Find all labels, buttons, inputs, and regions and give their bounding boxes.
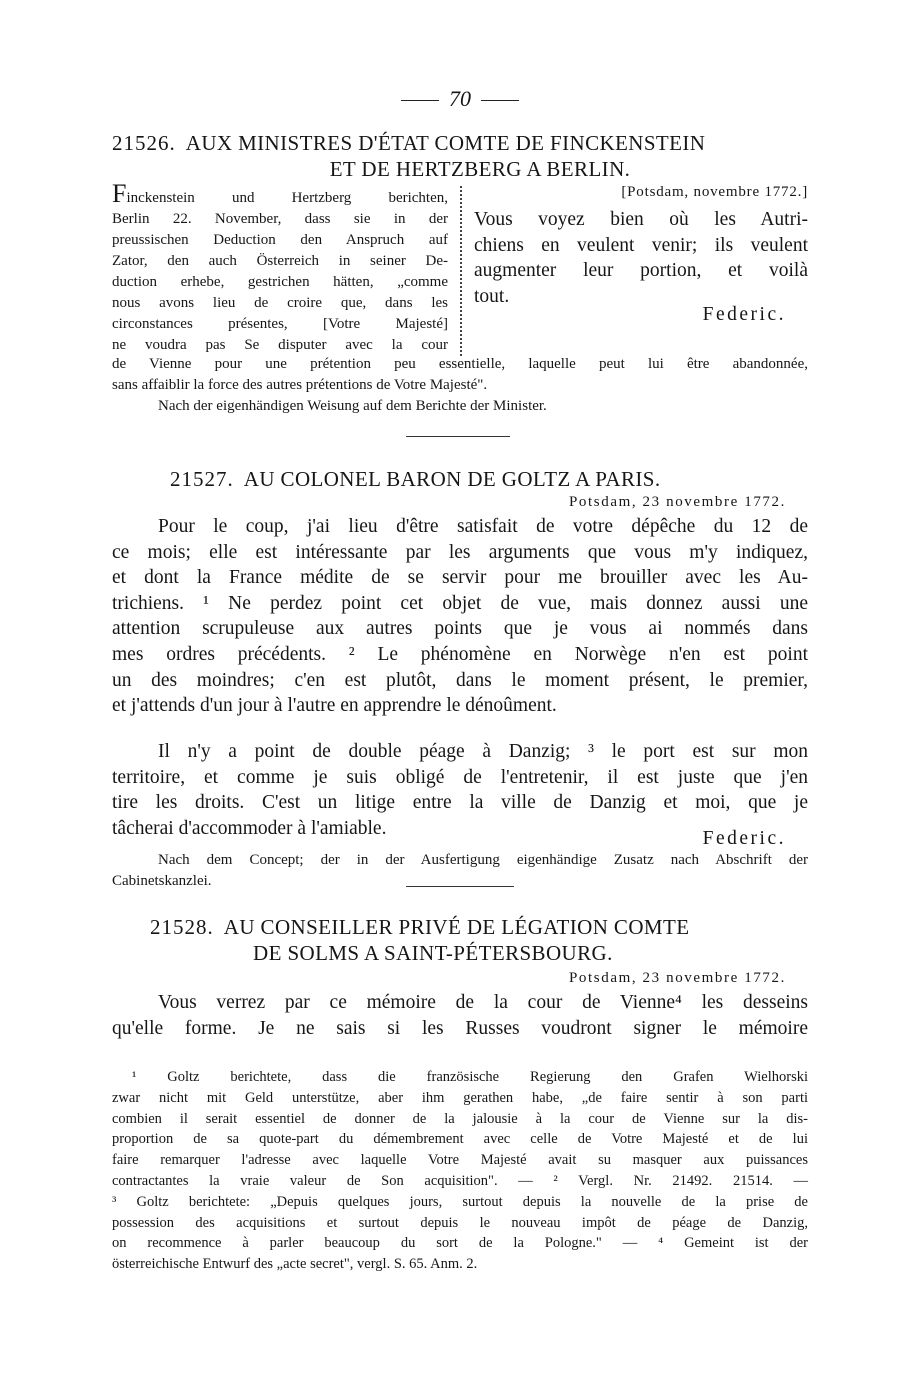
column-divider (460, 186, 462, 356)
source-note: Nach der eigenhändigen Weisung auf dem Berichte der Minister. (158, 398, 547, 414)
entry-number: 21527. (170, 467, 234, 491)
entry-21526-summary-continued (112, 354, 808, 417)
section-rule (406, 886, 514, 887)
paragraph-line: ce mois; elle est intéressante par les arguments que vous m'y indiquez, (112, 541, 808, 563)
footnote-line: proportion de sa quote-part du démembrement avec celle de Votre Majesté et de lui (112, 1131, 808, 1148)
footnote-line: zwar nicht mit Geld unterstütze, aber ihm gerathen habe, „de faire sentir à son parti (112, 1089, 808, 1106)
summary-line: nous avons lieu de croire que, dans les (112, 295, 448, 311)
entry-title-line-1: AUX MINISTRES D'ÉTAT COMTE DE FINCKENSTEIN (185, 131, 706, 155)
entry-number: 21526. (112, 131, 176, 155)
footnote-line: ¹ Goltz berichtete, dass die französische Regierung den Grafen Wielhorski (132, 1069, 808, 1085)
response-line: Vous voyez bien où les Autri- (474, 209, 808, 230)
paragraph-line: et j'attends d'un jour à l'autre en apprendre le dénoûment. (112, 695, 557, 717)
response-dateline: [Potsdam, novembre 1772.] (621, 184, 808, 200)
source-note-line: Cabinetskanzlei. (112, 873, 212, 889)
paragraph-line: et dont la France médite de se servir pour me brouiller avec les Au- (112, 567, 808, 589)
summary-line: ne voudra pas Se disputer avec la cour (112, 337, 448, 353)
response-line: augmenter leur portion, et voilà (474, 260, 808, 282)
summary-line: sans affaiblir la force des autres prétentions de Votre Majesté". (112, 377, 488, 393)
entry-heading-line (112, 130, 808, 156)
footnote-line: combien il serait essentiel de donner de la jalousie à la cour de Vienne sur la dis- (112, 1110, 808, 1127)
page-number-dash-right (481, 100, 519, 101)
response-line: tout. (474, 285, 510, 307)
entry-21527-paragraph-1 (112, 514, 808, 719)
entry-21526-heading (112, 130, 808, 182)
entry-heading-line (150, 914, 810, 940)
entry-title: AU COLONEL BARON DE GOLTZ A PARIS. (243, 467, 661, 491)
paragraph-line: Il n'y a point de double péage à Danzig; ³ le port est sur mon (158, 741, 808, 762)
footnote-line: contractantes la vraie valeur de Son acquisition". — ² Vergl. Nr. 21492. 21514. — (112, 1172, 808, 1189)
entry-21528-heading (150, 914, 810, 966)
summary-line: duction erhebe, gestrichen hätten, „comme (112, 274, 448, 290)
entry-title-line-1: AU CONSEILLER PRIVÉ DE LÉGATION COMTE (223, 915, 690, 939)
summary-line: Finckenstein und Hertzberg berichten, (112, 179, 448, 208)
response-text (474, 207, 808, 309)
paragraph-line: territoire, et comme je suis obligé de l'entretenir, il est juste que j'en (112, 766, 808, 788)
paragraph-line: trichiens. ¹ Ne perdez point cet objet de vue, mais donnez aussi une (112, 592, 808, 614)
summary-line: de Vienne pour une prétention peu essentielle, laquelle peut lui être abandonnée, (112, 356, 808, 372)
summary-line: preussischen Deduction den Anspruch auf (112, 232, 448, 248)
entry-21528-paragraph (112, 990, 808, 1041)
footnote-line: on recommence à parler beaucoup du sort de la Pologne." — ⁴ Gemeint ist der (112, 1235, 808, 1252)
entry-21527-heading (170, 466, 810, 492)
response-line: chiens en veulent venir; ils veulent (474, 234, 808, 256)
footnote-line: faire remarquer l'adresse avec laquelle Votre Majesté avait su masquer aux puissances (112, 1152, 808, 1169)
page-number-text: 70 (449, 86, 471, 111)
paragraph-line: tire les droits. C'est un litige entre la ville de Danzig et moi, que je (112, 792, 808, 814)
entry-title-line-2: ET DE HERTZBERG A BERLIN. (329, 157, 631, 181)
section-rule (406, 436, 510, 437)
entry-21527-signature: Federic. (702, 828, 786, 849)
footnote-line: ³ Goltz berichtete: „Depuis quelques jours, surtout depuis la nouvelle de la prise de (112, 1193, 808, 1210)
page-number-dash-left (401, 100, 439, 101)
source-note-line: Nach dem Concept; der in der Ausfertigung eigenhändige Zusatz nach Abschrift der (158, 852, 808, 868)
footnotes (112, 1067, 808, 1275)
entry-21528-dateline: Potsdam, 23 novembre 1772. (568, 970, 786, 986)
paragraph-line: Pour le coup, j'ai lieu d'être satisfait de votre dépêche du 12 de (158, 516, 808, 537)
entry-title-line-2: DE SOLMS A SAINT-PÉTERSBOURG. (253, 941, 613, 965)
response-signature: Federic. (702, 304, 786, 325)
footnote-line: possession des acquisitions et surtout depuis le nouveau impôt de péage de Danzig, (112, 1214, 808, 1231)
summary-line: circonstances présentes, [Votre Majesté] (112, 316, 448, 332)
footnote-line: österreichische Entwurf des „acte secret", vergl. S. 65. Anm. 2. (112, 1256, 478, 1273)
paragraph-line: tâcherai d'accommoder à l'amiable. (112, 817, 387, 839)
entry-number: 21528. (150, 915, 214, 939)
entry-21527-dateline: Potsdam, 23 novembre 1772. (568, 494, 786, 510)
paragraph-line: mes ordres précédents. ² Le phénomène en Norwège n'en est point (112, 643, 808, 665)
entry-21526-summary (112, 179, 448, 356)
summary-line: Berlin 22. November, dass sie in der (112, 211, 448, 227)
paragraph-line: qu'elle forme. Je ne sais si les Russes voudront signer le mémoire (112, 1017, 808, 1039)
paragraph-line: Vous verrez par ce mémoire de la cour de Vienne⁴ les desseins (158, 992, 808, 1013)
paragraph-line: attention scrupuleuse aux autres points que je vous ai nommés dans (112, 618, 808, 640)
summary-line: Zator, den auch Österreich in seiner De- (112, 253, 448, 269)
entry-21526-response (474, 182, 808, 325)
page-number (112, 84, 808, 114)
paragraph-line: un des moindres; c'en est plutôt, dans le moment présent, le premier, (112, 669, 808, 691)
